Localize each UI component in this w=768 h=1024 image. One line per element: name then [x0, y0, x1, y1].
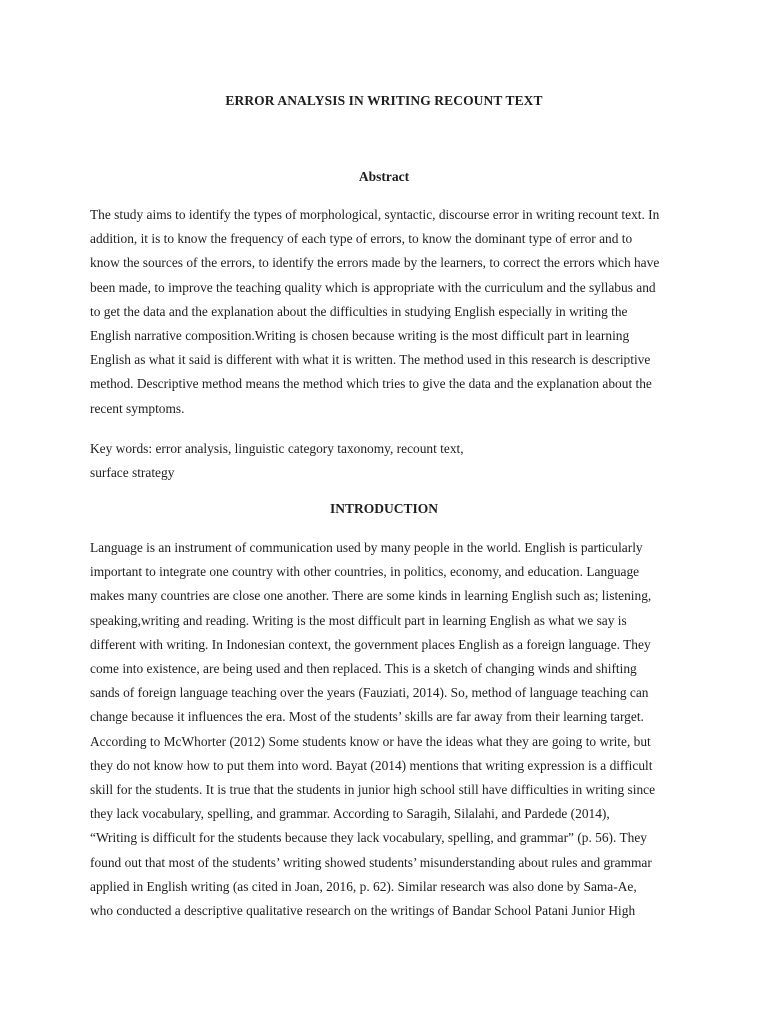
introduction-line: found out that most of the students’ writing showed students’ misunderstanding about rules and grammar: [90, 854, 652, 870]
abstract-line: to get the data and the explanation about the difficulties in studying English especially in writing the: [90, 303, 628, 319]
introduction-heading: INTRODUCTION: [329, 501, 438, 516]
keywords-paragraph: [90, 437, 686, 485]
introduction-line: they lack vocabulary, spelling, and grammar. According to Saragih, Silalahi, and Pardede (2014),: [90, 806, 610, 822]
introduction-line: come into existence, are being used and then replaced. This is a sketch of changing winds and shifting: [90, 661, 637, 677]
abstract-line: been made, to improve the teaching quality which is appropriate with the curriculum and the syllabus and: [90, 279, 656, 295]
introduction-line: change because it influences the era. Most of the students’ skills are far away from their learning target.: [90, 709, 644, 725]
paper-title: ERROR ANALYSIS IN WRITING RECOUNT TEXT: [225, 93, 543, 108]
introduction-line: skill for the students. It is true that the students in junior high school still have difficulties in writing since: [90, 782, 656, 798]
keywords-line: Key words: error analysis, linguistic category taxonomy, recount text,: [90, 441, 464, 456]
introduction-line: “Writing is difficult for the students because they lack vocabulary, spelling, and grammar” (p. 56). They: [90, 830, 647, 846]
introduction-paragraph: [90, 536, 686, 923]
introduction-line: important to integrate one country with other countries, in politics, economy, and education. Language: [90, 564, 640, 580]
introduction-line: According to McWhorter (2012) Some students know or have the ideas what they are going to write, but: [90, 733, 651, 749]
abstract-line: method. Descriptive method means the method which tries to give the data and the explanation about the: [90, 376, 652, 392]
introduction-line: who conducted a descriptive qualitative research on the writings of Bandar School Patani Junior High: [90, 903, 636, 919]
abstract-line: The study aims to identify the types of morphological, syntactic, discourse error in writing recount text. In: [90, 207, 660, 222]
introduction-line: Language is an instrument of communication used by many people in the world. English is particularly: [90, 540, 643, 555]
introduction-line: sands of foreign language teaching over the years (Fauziati, 2014). So, method of language teaching can: [90, 685, 649, 701]
introduction-line: applied in English writing (as cited in Joan, 2016, p. 62). Similar research was also done by Sama-Ae,: [90, 878, 637, 894]
keywords-line: surface strategy: [90, 465, 175, 481]
abstract-line: know the sources of the errors, to identify the errors made by the learners, to correct the errors which have: [90, 255, 660, 271]
introduction-line: speaking,writing and reading. Writing is the most difficult part in learning English as what we say is: [90, 612, 627, 628]
abstract-line: English as what it said is different with what it is written. The method used in this research is descriptive: [90, 352, 651, 368]
abstract-heading: Abstract: [358, 169, 410, 184]
abstract-line: recent symptoms.: [90, 400, 185, 416]
introduction-line: they do not know how to put them into word. Bayat (2014) mentions that writing expression is a difficult: [90, 757, 653, 773]
abstract-paragraph: [90, 203, 686, 421]
introduction-line: different with writing. In Indonesian context, the government places English as a foreign language. They: [90, 636, 651, 652]
abstract-line: English narrative composition.Writing is chosen because writing is the most difficult part in learning: [90, 328, 630, 344]
abstract-line: addition, it is to know the frequency of each type of errors, to know the dominant type of error and to: [90, 231, 633, 247]
introduction-line: makes many countries are close one another. There are some kinds in learning English such as; listening,: [90, 588, 652, 604]
